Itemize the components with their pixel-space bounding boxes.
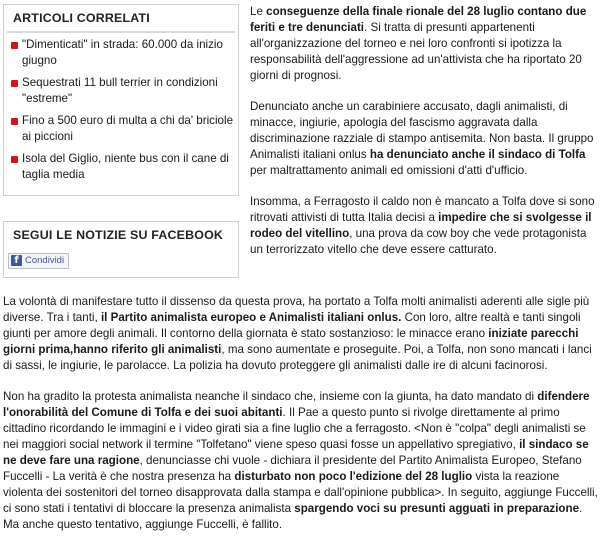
facebook-share-area xyxy=(4,249,238,277)
related-article-link[interactable]: "Dimenticati" in strada: 60.000 da inizio giugno xyxy=(22,38,223,67)
text-span: , una prova da cow boy che vede protagonista un terrorizzato vitello che deve essere catturato. xyxy=(250,227,587,256)
text-span: Denunciato anche un carabiniere accusato, dagli animalisti, di minacce, ingiurie, apologia del fascismo aggravata dalla discriminazione razziale di stampo antisemita. Non basta. Il gruppo Animalisti italiani onlus xyxy=(250,100,594,161)
red-square-bullet-icon xyxy=(11,156,18,163)
red-square-bullet-icon xyxy=(11,118,18,125)
text-span: . Ma anche questo tentativo, aggiunge Fuccelli, è fallito. xyxy=(3,502,583,531)
article-paragraph xyxy=(250,99,600,179)
related-article-item xyxy=(8,37,234,69)
article-paragraph xyxy=(3,294,600,374)
text-span: . Si tratta di presunti appartenenti all'organizzazione del torneo e nei loro confronti si ipotizza la responsabilità dell'aggressione ad un'attivista che ha riportato 20 giorni di prognosi. xyxy=(250,21,582,82)
text-span: Insomma, a Ferragosto il caldo non è mancato a Tolfa dove si sono ritrovati attivisti di tutta Italia decisi a xyxy=(250,195,595,224)
related-article-link[interactable]: Sequestrati 11 bull terrier in condizioni "estreme" xyxy=(22,76,218,105)
text-span: , denunciasse chi vuole - dichiara il presidente del Partito Animalista Europeo, Stefano Fuccelli - La verità è che nostra presenza ha xyxy=(3,454,582,483)
text-span: Con loro, altre realtà e tanti singoli giunti per amore degli animali. Il contorno della giornata è stato sostanzioso: le minacce erano xyxy=(3,311,581,340)
related-article-link[interactable]: Fino a 500 euro di multa a chi da' briciole ai piccioni xyxy=(22,114,234,143)
article-paragraph xyxy=(250,194,600,258)
bold-text: spargendo voci su presunti agguati in preparazione xyxy=(294,502,580,515)
related-article-item xyxy=(8,113,234,145)
facebook-follow-box xyxy=(3,221,239,278)
red-square-bullet-icon xyxy=(11,80,18,87)
bold-text: conseguenze della finale rionale del 28 luglio contano due feriti e tre denunciati xyxy=(250,5,587,34)
text-span: , ma sono aumentate e proseguite. Poi, a Tolfa, non sono mancati i lanci di sassi, le ingiurie, le parolacce. La polizia ha dovuto proteggere gli animalisti dalle ire di alcuni facinorosi. xyxy=(3,343,592,372)
text-span: vista la reazione violenta dei sostenitori del torneo disapprovata dalla stampa e dall'opinione pubblica>. In seguito, aggiunge Fuccelli, ci sono stati i tentativi di bloccare la presenza animalista xyxy=(3,470,598,515)
text-span: per maltrattamento animali ed omissioni d'atti d'ufficio. xyxy=(250,164,528,177)
related-article-item xyxy=(8,75,234,107)
bold-text: impedire che si svolgesse il rodeo del vitellino xyxy=(250,211,592,240)
text-span: . Il Pae a questo punto si rivolge direttamente al primo cittadino ricordando le immagini e i video girati sia a fine luglio che a ferragosto. <Non è "colpa" degli animalisti se nei maggiori social network il termine "Tolfetano" viene speso quasi fosse un appellativo spregiativo, xyxy=(3,406,586,451)
text-span: Non ha gradito la protesta animalista neanche il sindaco che, insieme con la giunta, ha dato mandato di xyxy=(3,390,538,403)
facebook-logo-icon: f xyxy=(11,255,22,266)
article-paragraph xyxy=(250,4,600,84)
article-paragraph xyxy=(3,389,600,533)
bold-text: iniziate parecchi giorni prima,hanno riferito gli animalisti xyxy=(3,327,579,356)
bold-text: il Partito animalista europeo e Animalisti italiani onlus. xyxy=(100,311,402,324)
article-body-top xyxy=(250,4,600,273)
sidebar xyxy=(3,4,239,278)
facebook-share-label: Condividi xyxy=(25,254,65,266)
article-body-bottom xyxy=(3,294,600,548)
related-article-item xyxy=(8,151,234,183)
related-articles-box xyxy=(3,4,239,196)
facebook-share-button[interactable] xyxy=(8,253,69,269)
related-article-link[interactable]: Isola del Giglio, niente bus con il cane di taglia media xyxy=(22,152,229,181)
text-span: La volontà di manifestare tutto il dissenso da questa prova, ha portato a Tolfa molti animalisti aderenti alle sigle più diverse. Tra i tanti, xyxy=(3,295,590,324)
text-span: Le xyxy=(250,5,267,18)
bold-text: difendere l'onorabilità del Comune di Tolfa e dei suoi abitanti xyxy=(3,390,590,419)
bold-text: il sindaco se ne deve fare una ragione xyxy=(3,438,589,467)
bold-text: disturbato non poco l'edizione del 28 luglio xyxy=(234,470,473,483)
related-articles-title: ARTICOLI CORRELATI xyxy=(7,5,235,33)
red-square-bullet-icon xyxy=(11,42,18,49)
bold-text: ha denunciato anche il sindaco di Tolfa xyxy=(369,148,586,161)
facebook-follow-title: SEGUI LE NOTIZIE SU FACEBOOK xyxy=(13,228,224,242)
related-articles-list xyxy=(4,33,238,195)
